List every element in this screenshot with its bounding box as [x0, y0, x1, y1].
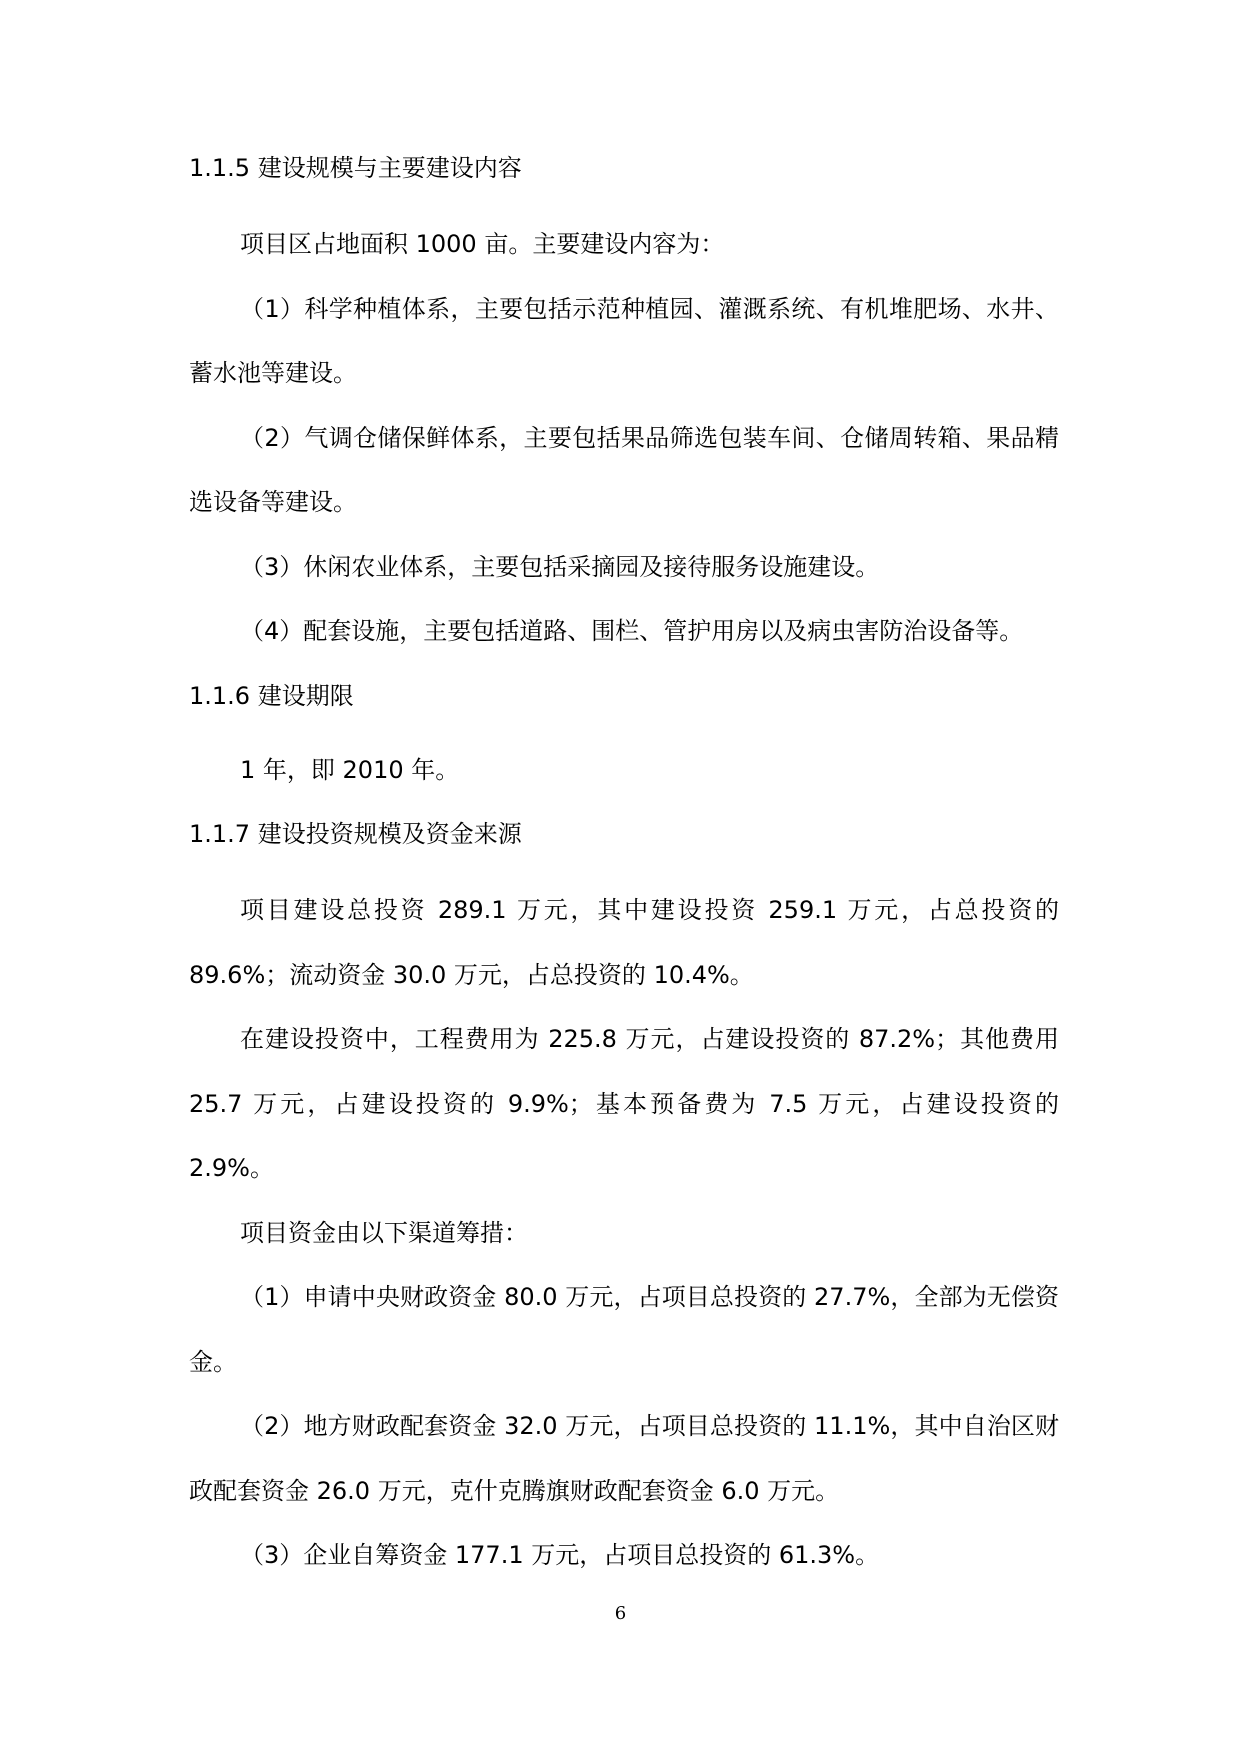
paragraph-land-area: 项目区占地面积 1000 亩。主要建设内容为：	[240, 230, 725, 258]
paragraph-local-funds: （2）地方财政配套资金 32.0 万元，占项目总投资的 11.1%，其中自治区财政配套资金 26.0 万元，克什克腾旗财政配套资金 6.0 万元。	[189, 1412, 1059, 1505]
paragraph-leisure-agriculture: （3）休闲农业体系，主要包括采摘园及接待服务设施建设。	[240, 552, 880, 581]
page-content	[189, 136, 1059, 1588]
section-heading-construction-period: 1.1.6 建设期限	[189, 681, 354, 710]
paragraph-total-investment: 项目建设总投资 289.1 万元，其中建设投资 259.1 万元，占总投资的 89.6%；流动资金 30.0 万元，占总投资的 10.4%。	[189, 896, 1059, 989]
paragraph-funding-intro: 项目资金由以下渠道筹措：	[240, 1218, 528, 1247]
section-heading-scale-and-content: 1.1.5 建设规模与主要建设内容	[189, 154, 522, 182]
paragraph-supporting-facilities: （4）配套设施，主要包括道路、围栏、管护用房以及病虫害防治设备等。	[240, 617, 1024, 645]
paragraph-self-raised-funds: （3）企业自筹资金 177.1 万元，占项目总投资的 61.3%。	[240, 1541, 880, 1569]
paragraph-planting-system: （1）科学种植体系，主要包括示范种植园、灌溉系统、有机堆肥场、水井、蓄水池等建设。	[189, 294, 1059, 387]
paragraph-investment-breakdown: 在建设投资中，工程费用为 225.8 万元，占建设投资的 87.2%；其他费用 25.7 万元，占建设投资的 9.9%；基本预备费为 7.5 万元，占建设投资的 2.9%。	[189, 1025, 1059, 1182]
paragraph-storage-system: （2）气调仓储保鲜体系，主要包括果品筛选包装车间、仓储周转箱、果品精选设备等建设。	[189, 423, 1059, 516]
section-heading-investment-and-funding: 1.1.7 建设投资规模及资金来源	[189, 820, 522, 848]
paragraph-period: 1 年，即 2010 年。	[240, 755, 460, 784]
page-number: 6	[614, 1603, 627, 1624]
paragraph-central-funds: （1）申请中央财政资金 80.0 万元，占项目总投资的 27.7%，全部为无偿资金。	[189, 1283, 1059, 1376]
